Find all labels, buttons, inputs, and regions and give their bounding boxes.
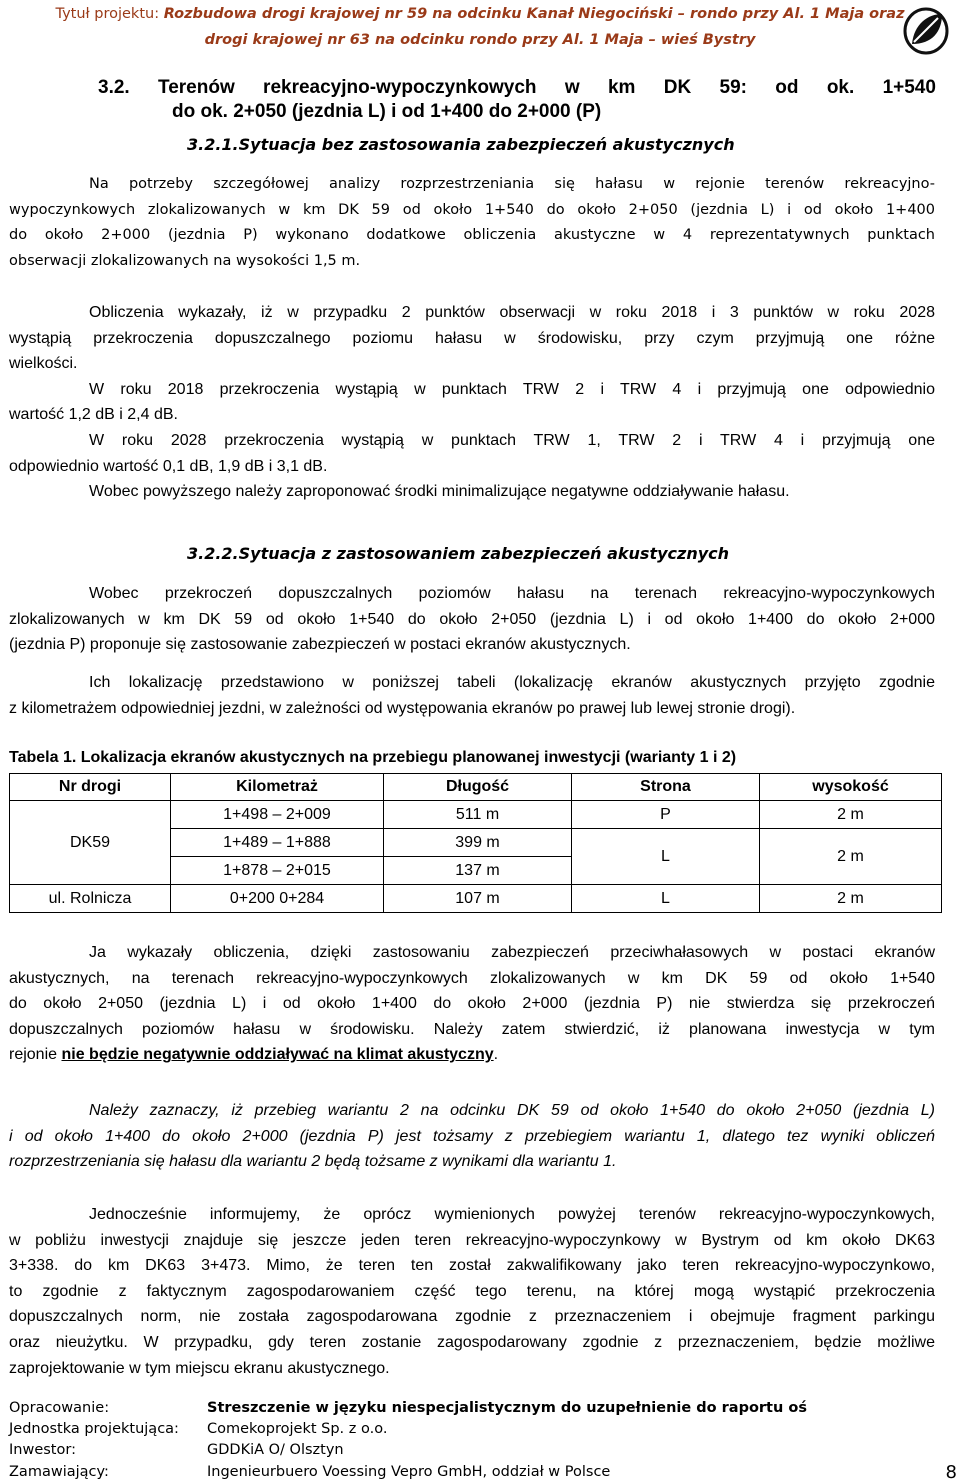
- page-number: 8: [945, 1462, 957, 1483]
- paragraph-line: z kilometrażem odpowiedniej jezdni, w zależności od występowania ekranów po prawej lub lewej stronie drogi).: [9, 699, 796, 717]
- section-title-word: 59:: [719, 77, 747, 98]
- paragraph-line: wielkości.: [9, 355, 78, 373]
- table-header-row: [10, 774, 942, 801]
- paragraph-line: dopuszczalnych norm, nie została zagospodarowana zgodnie z przeznaczeniem i obejmuje fragment parkingu: [9, 1308, 935, 1326]
- subsection-heading-2: 3.2.2.Sytuacja z zastosowaniem zabezpieczeń akustycznych: [187, 544, 730, 563]
- column-header: wysokość: [760, 774, 942, 801]
- paragraph-7: [9, 1202, 935, 1381]
- section-heading-line-1: [98, 76, 936, 100]
- section-title-word: km: [607, 77, 636, 98]
- paragraph-line: w pobliżu inwestycji znajduje się jeszcze jeden teren rekreacyjno-wypoczynkowy w Bystrym od km około DK63: [9, 1231, 935, 1249]
- screens-table: [9, 773, 942, 913]
- table-cell: ul. Rolnicza: [10, 885, 171, 913]
- table-cell: L: [572, 885, 760, 913]
- paragraph-line: dopuszczalnych poziomów hałasu w środowisku. Należy zatem stwierdzić, iż planowana inwestycja w tym: [9, 1020, 935, 1038]
- paragraph-line: i od około 1+400 do około 2+000 (jezdnia P) jest tożsamy z przebiegiem wariantu 1, dlatego tez wyniki obliczeń: [9, 1127, 935, 1145]
- footer-value: Streszczenie w języku niespecjalistycznym do uzupełnienie do raportu oś: [207, 1400, 807, 1416]
- paragraph-line: wystąpią przekroczenia dopuszczalnego poziomu hałasu w środowisku, przy czym przyjmują one różne: [9, 329, 935, 347]
- paragraph-line: do około 2+050 (jezdnia L) i od około 1+400 do około 2+000 (jezdnia P) nie stwierdza się przekroczeń: [9, 995, 935, 1013]
- column-header: Kilometraż: [171, 774, 384, 801]
- section-title-word: DK: [663, 77, 692, 98]
- section-heading: [98, 76, 936, 124]
- table-cell: 2 m: [760, 801, 942, 829]
- table-row: [10, 801, 942, 829]
- project-title-prefix: Tytuł projektu:: [55, 6, 164, 22]
- footer-value: Comekoprojekt Sp. z o.o.: [207, 1421, 388, 1437]
- table-cell: 1+878 – 2+015: [171, 857, 384, 885]
- paragraph-line: 3+338. do km DK63 3+473. Mimo, że teren ten został zakwalifikowany jako teren rekreacyjno-wypoczynkowo,: [9, 1257, 935, 1275]
- table-cell: DK59: [10, 801, 171, 885]
- paragraph-line: [9, 1042, 935, 1068]
- table-cell: L: [572, 829, 760, 885]
- section-title-word: 1+540: [882, 77, 936, 98]
- section-title-word: ok.: [826, 77, 855, 98]
- footer-key: Opracowanie:: [9, 1400, 110, 1416]
- paragraph-6: [9, 1098, 935, 1175]
- page-header: [0, 0, 960, 62]
- paragraph-line: zaprojektowanie w tym miejscu ekranu akustycznego.: [9, 1359, 390, 1377]
- table-cell: 399 m: [384, 829, 572, 857]
- paragraph-5: [9, 940, 935, 1068]
- project-title-line-2: [0, 32, 960, 48]
- project-title-line-1: [0, 6, 960, 22]
- paragraph-line: rozprzestrzeniania się hałasu dla wariantu 2 będą tożsame z wynikami dla wariantu 1.: [9, 1153, 617, 1171]
- footer-value: Ingenieurbuero Voessing Vepro GmbH, oddział w Polsce: [207, 1464, 611, 1480]
- paragraph-1: [9, 172, 935, 274]
- table-cell: 511 m: [384, 801, 572, 829]
- project-title-part-1: Rozbudowa drogi krajowej nr 59 na odcinku Kanał Niegociński – rondo przy Al. 1 Maja oraz: [163, 6, 905, 22]
- paragraph-line: akustycznych, na terenach rekreacyjno-wypoczynkowych zlokalizowanych w km DK 59 od około 1+540: [9, 969, 935, 987]
- paragraph-line: Ja wykazały obliczenia, dzięki zastosowaniu zabezpieczeń przeciwhałasowych w postaci ekranów: [89, 944, 935, 961]
- paragraph-line: Ich lokalizację przedstawiono w poniższej tabeli (lokalizację ekranów akustycznych przyjęto zgodnie: [89, 674, 935, 691]
- table-cell: 1+489 – 1+888: [171, 829, 384, 857]
- table-cell: 2 m: [760, 885, 942, 913]
- paragraph-line: to zgodnie z faktycznym zagospodarowaniem część tego terenu, na której mogą wystąpić przekroczenia: [9, 1282, 935, 1300]
- table-row: [10, 885, 942, 913]
- paragraph-line: wartość 1,2 dB i 2,4 dB.: [9, 406, 178, 424]
- column-header: Nr drogi: [10, 774, 171, 801]
- paragraph-line: Wobec powyższego należy zaproponować środki minimalizujące negatywne oddziaływanie hałasu.: [89, 483, 790, 501]
- footer-key: Zamawiający:: [9, 1464, 109, 1480]
- footer-key: Inwestor:: [9, 1442, 76, 1458]
- table-cell: 137 m: [384, 857, 572, 885]
- table-cell: 2 m: [760, 829, 942, 885]
- paragraph-line: oraz nieużytku. W przypadku, gdy teren zostanie zagospodarowany zgodnie z przeznaczeniem, będzie możliwe: [9, 1333, 935, 1351]
- paragraph-4: [9, 670, 935, 721]
- paragraph-3: [9, 581, 935, 658]
- paragraph-line: W roku 2018 przekroczenia wystąpią w punktach TRW 2 i TRW 4 i przyjmują one odpowiednio: [89, 380, 935, 398]
- leaf-logo-icon: [902, 6, 950, 56]
- table-cell: 0+200 0+284: [171, 885, 384, 913]
- table-caption: Tabela 1. Lokalizacja ekranów akustycznych na przebiegu planowanej inwestycji (warianty 1 i 2): [9, 749, 737, 766]
- paragraph-line: W roku 2028 przekroczenia wystąpią w punktach TRW 1, TRW 2 i TRW 4 i przyjmują one: [89, 431, 935, 449]
- conclusion-suffix: .: [493, 1046, 499, 1064]
- table-cell: 1+498 – 2+009: [171, 801, 384, 829]
- table-cell: 107 m: [384, 885, 572, 913]
- table-cell: P: [572, 801, 760, 829]
- project-title-part-2: drogi krajowej nr 63 na odcinku rondo przy Al. 1 Maja – wieś Bystry: [204, 32, 756, 48]
- paragraph-line: Jednocześnie informujemy, że oprócz wymienionych powyżej terenów rekreacyjno-wypoczynkowych,: [89, 1206, 935, 1223]
- section-heading-line-2: do ok. 2+050 (jezdnia L) i od 1+400 do 2+000 (P): [172, 101, 602, 122]
- paragraph-line: (jezdnia P) proponuje się zastosowanie zabezpieczeń w postaci ekranów akustycznych.: [9, 636, 631, 654]
- column-header: Długość: [384, 774, 572, 801]
- paragraph-line: obserwacji zlokalizowanych na wysokości 1,5 m.: [9, 252, 361, 269]
- footer-value: GDDKiA O/ Olsztyn: [207, 1442, 344, 1458]
- subsection-heading-1: 3.2.1.Sytuacja bez zastosowania zabezpieczeń akustycznych: [187, 135, 735, 154]
- conclusion-emphasis: nie będzie negatywnie oddziaływać na klimat akustyczny: [61, 1046, 494, 1064]
- paragraph-line: Na potrzeby szczegółowej analizy rozprzestrzeniania się hałasu w rejonie terenów rekreacyjno-: [89, 176, 935, 192]
- paragraph-line: wypoczynkowych zlokalizowanych w km DK 59 od około 1+540 do około 2+050 (jezdnia L) i od około 1+400: [9, 201, 935, 218]
- paragraph-line: do około 2+000 (jezdnia P) wykonano dodatkowe obliczenia akustyczne w 4 reprezentatywnych punktach: [9, 227, 935, 244]
- conclusion-prefix: rejonie: [9, 1046, 62, 1064]
- paragraph-line: Obliczenia wykazały, iż w przypadku 2 punktów obserwacji w roku 2018 i 3 punktów w roku 2028: [89, 304, 935, 321]
- paragraph-line: zlokalizowanych w km DK 59 od około 1+540 do około 2+050 (jezdnia L) i od około 1+400 do około 2+000: [9, 610, 935, 628]
- paragraph-line: Wobec przekroczeń dopuszczalnych poziomów hałasu na terenach rekreacyjno-wypoczynkowych: [89, 585, 935, 602]
- section-title-word: w: [564, 77, 580, 98]
- paragraph-line: Należy zaznaczy, iż przebieg wariantu 2 na odcinku DK 59 od około 1+540 do około 2+050 (jezdnia L): [89, 1102, 935, 1119]
- section-title-word: od: [775, 77, 799, 98]
- paragraph-line: odpowiednio wartość 0,1 dB, 1,9 dB i 3,1 dB.: [9, 457, 328, 475]
- section-number: 3.2.: [98, 77, 130, 98]
- section-title-word: Terenów: [158, 77, 235, 98]
- section-title-word: rekreacyjno-wypoczynkowych: [263, 77, 537, 98]
- footer-key: Jednostka projektująca:: [9, 1421, 179, 1437]
- paragraph-2: [9, 300, 935, 505]
- column-header: Strona: [572, 774, 760, 801]
